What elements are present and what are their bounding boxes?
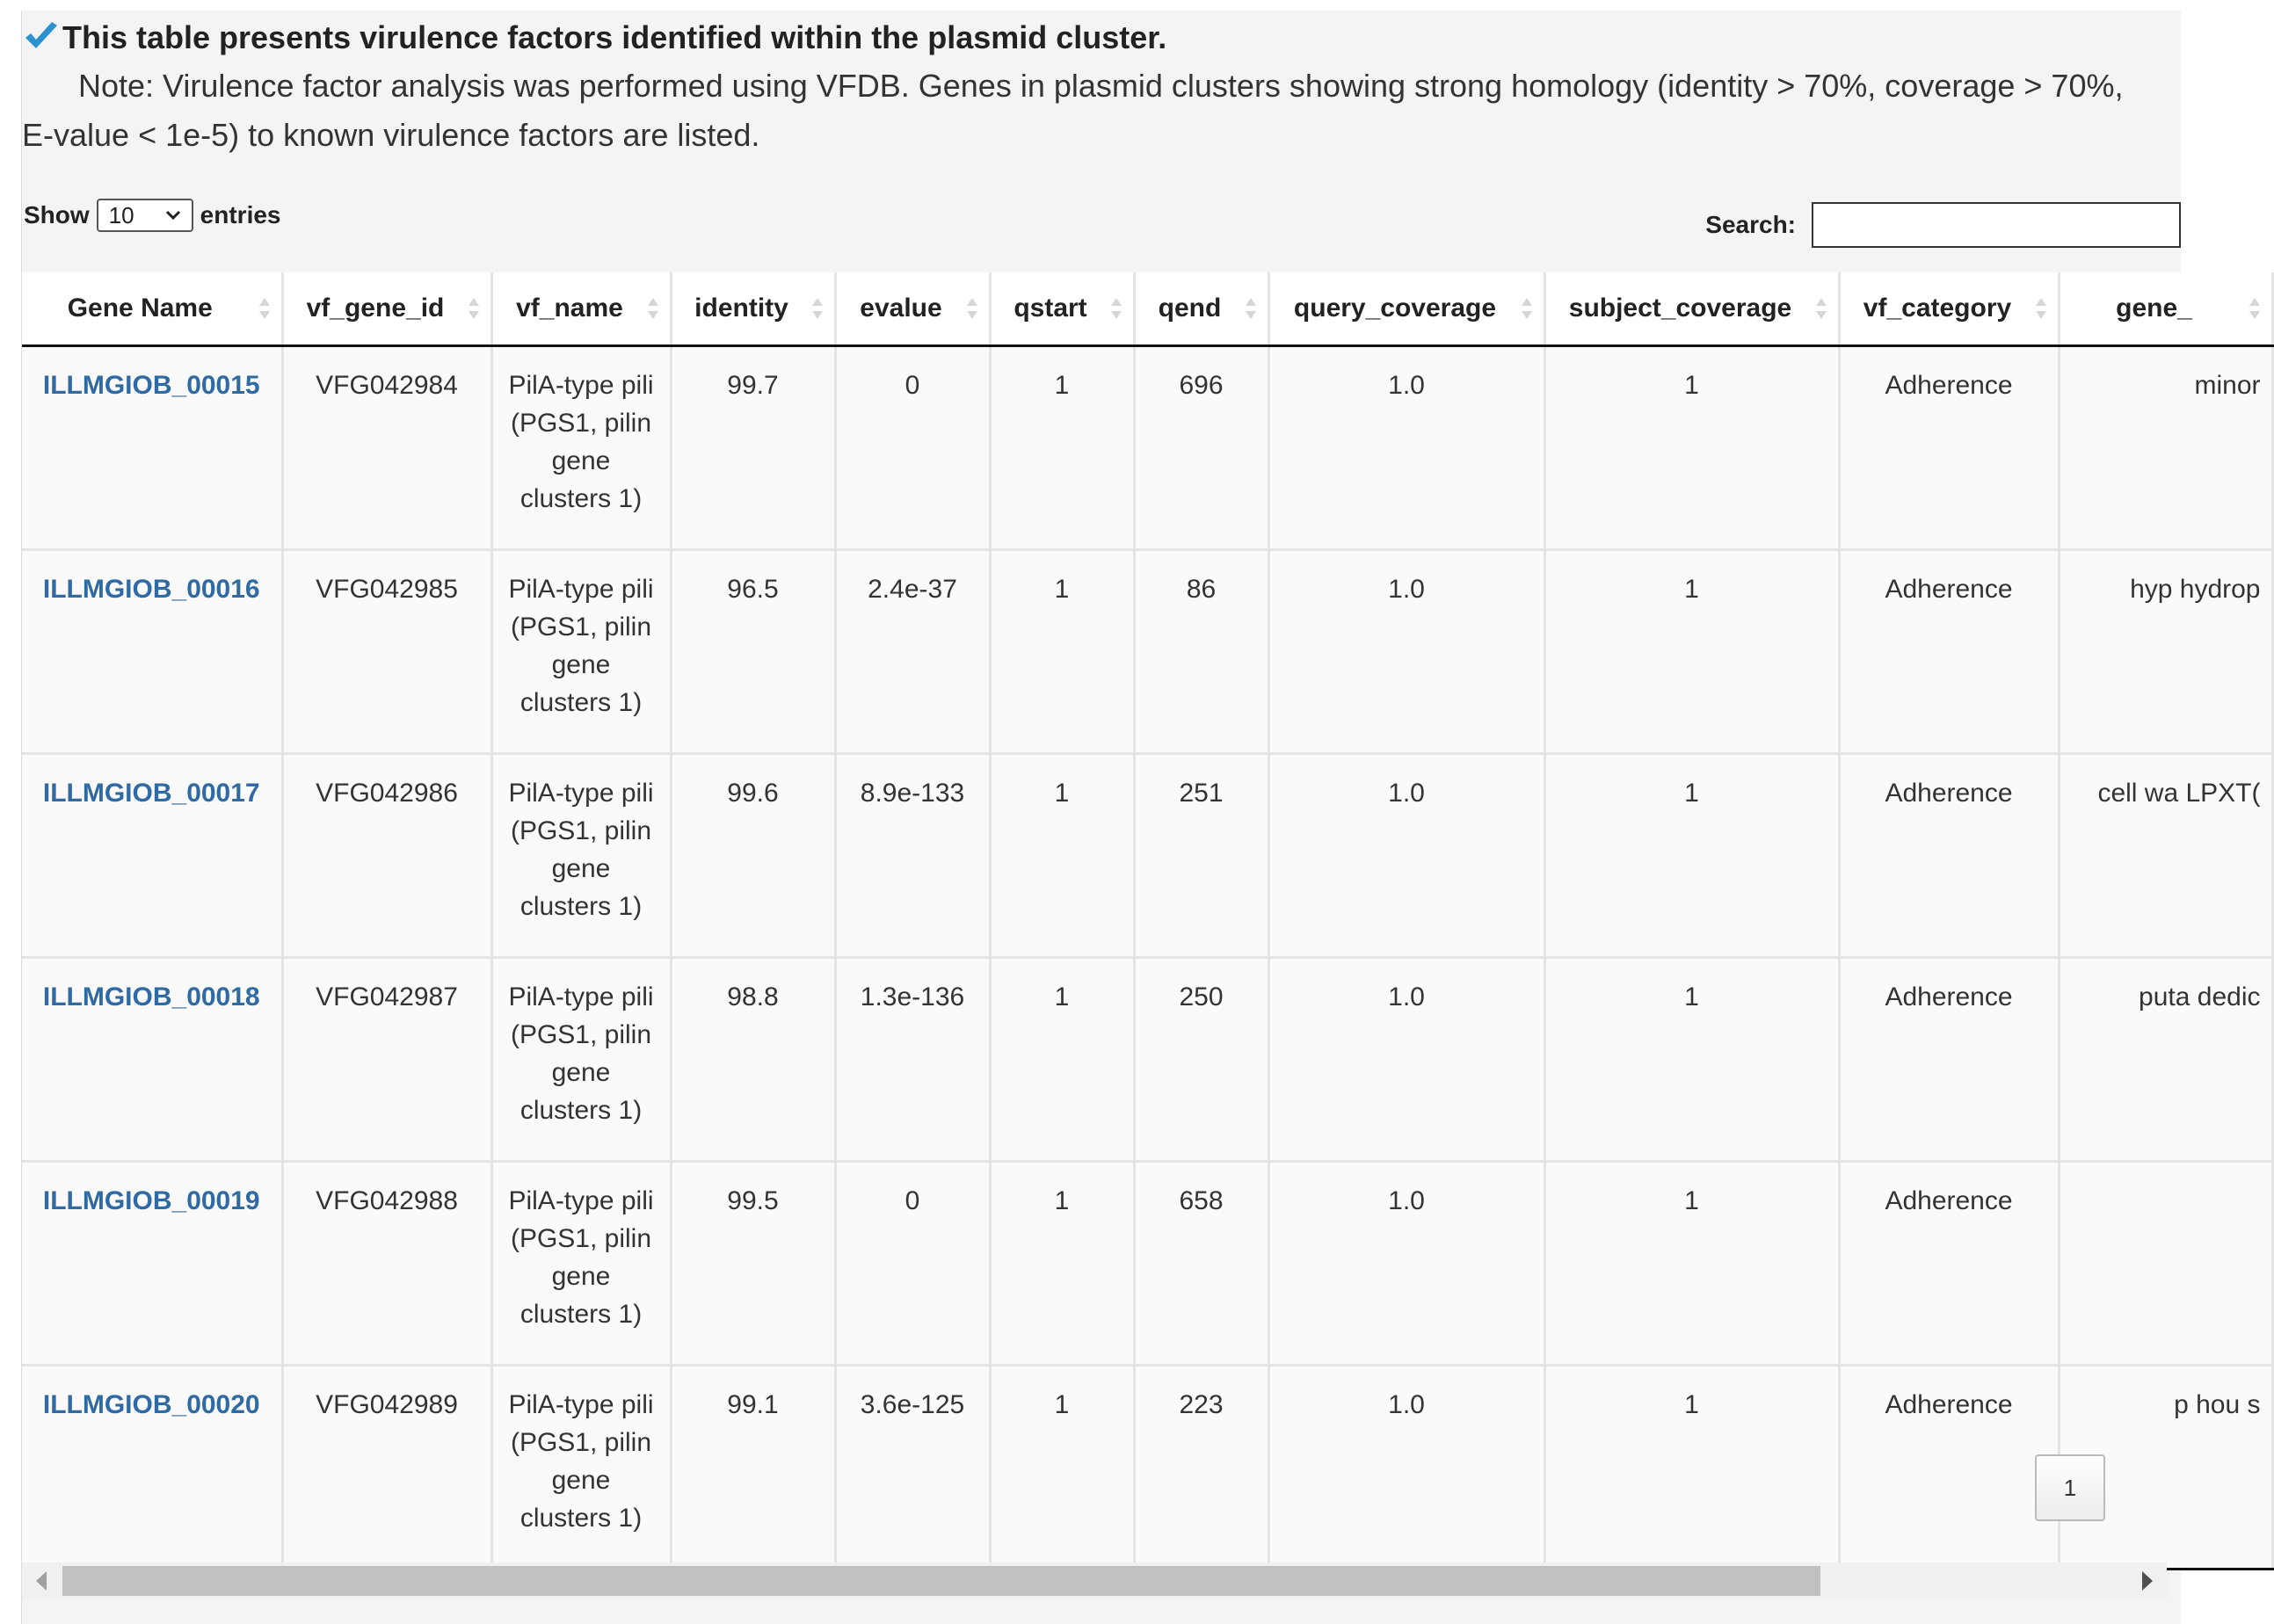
cell-vf-name: PilA-type pili (PGS1, pilin gene clusters 1) bbox=[491, 1162, 671, 1366]
column-header-label: gene_ bbox=[2116, 294, 2192, 323]
table-viewport bbox=[22, 272, 2261, 1533]
cell-qstart: 1 bbox=[990, 346, 1134, 550]
cell-gene-desc: puta dedic bbox=[2059, 958, 2272, 1162]
column-header-label: Gene Name bbox=[67, 294, 213, 323]
cell-identity: 98.8 bbox=[671, 958, 835, 1162]
cell-gene[interactable]: ILLMGIOB_00019 bbox=[22, 1162, 282, 1366]
cell-subject-coverage: 1 bbox=[1544, 1162, 1839, 1366]
cell-query-coverage: 1.0 bbox=[1268, 1162, 1544, 1366]
cell-identity: 96.5 bbox=[671, 550, 835, 754]
column-header-query-coverage[interactable] bbox=[1268, 272, 1544, 346]
table-row bbox=[22, 958, 2272, 1162]
sort-arrows-icon bbox=[647, 295, 659, 322]
cell-vf-gene-id: VFG042988 bbox=[282, 1162, 491, 1366]
cell-gene[interactable]: ILLMGIOB_00017 bbox=[22, 754, 282, 958]
sort-arrows-icon bbox=[468, 295, 480, 322]
cell-vf-category: Adherence bbox=[1839, 346, 2059, 550]
column-header-label: evalue bbox=[860, 294, 942, 323]
scrollbar-thumb[interactable] bbox=[62, 1566, 1820, 1596]
cell-gene[interactable]: ILLMGIOB_00016 bbox=[22, 550, 282, 754]
cell-qend: 251 bbox=[1134, 754, 1268, 958]
cell-vf-category: Adherence bbox=[1839, 1366, 2059, 1570]
cell-vf-gene-id: VFG042985 bbox=[282, 550, 491, 754]
search-label: Search: bbox=[1705, 211, 1796, 238]
entries-label: entries bbox=[200, 201, 281, 228]
table-header-row bbox=[22, 272, 2272, 346]
table-row bbox=[22, 754, 2272, 958]
table-row bbox=[22, 1162, 2272, 1366]
cell-gene[interactable]: ILLMGIOB_00020 bbox=[22, 1366, 282, 1570]
column-header-subject-coverage[interactable] bbox=[1544, 272, 1839, 346]
table-row bbox=[22, 346, 2272, 550]
table-row bbox=[22, 550, 2272, 754]
column-header-vf-name[interactable] bbox=[491, 272, 671, 346]
sort-arrows-icon bbox=[2035, 295, 2047, 322]
cell-identity: 99.1 bbox=[671, 1366, 835, 1570]
cell-qend: 223 bbox=[1134, 1366, 1268, 1570]
column-header-gene-[interactable] bbox=[2059, 272, 2272, 346]
cell-qend: 658 bbox=[1134, 1162, 1268, 1366]
cell-identity: 99.5 bbox=[671, 1162, 835, 1366]
cell-gene[interactable]: ILLMGIOB_00015 bbox=[22, 346, 282, 550]
chevron-down-icon bbox=[165, 210, 181, 221]
cell-qend: 696 bbox=[1134, 346, 1268, 550]
column-header-label: subject_coverage bbox=[1568, 294, 1792, 323]
cell-gene-desc bbox=[2059, 1162, 2272, 1366]
cell-subject-coverage: 1 bbox=[1544, 754, 1839, 958]
cell-vf-category: Adherence bbox=[1839, 958, 2059, 1162]
column-header-label: vf_category bbox=[1863, 294, 2012, 323]
analysis-note: Note: Virulence factor analysis was performed using VFDB. Genes in plasmid clusters showing strong homology (identity > 70%, coverage > 70%, E-value < 1e-5) to known virulence factors are listed. bbox=[22, 68, 2124, 153]
cell-vf-name: PilA-type pili (PGS1, pilin gene clusters 1) bbox=[491, 346, 671, 550]
cell-evalue: 8.9e-133 bbox=[835, 754, 990, 958]
table-heading bbox=[24, 19, 1166, 56]
cell-query-coverage: 1.0 bbox=[1268, 550, 1544, 754]
column-header-vf-gene-id[interactable] bbox=[282, 272, 491, 346]
entries-select[interactable] bbox=[97, 199, 193, 232]
cell-qstart: 1 bbox=[990, 1162, 1134, 1366]
cell-evalue: 0 bbox=[835, 346, 990, 550]
cell-subject-coverage: 1 bbox=[1544, 958, 1839, 1162]
column-header-gene-name[interactable] bbox=[22, 272, 282, 346]
sort-arrows-icon bbox=[966, 295, 978, 322]
cell-subject-coverage: 1 bbox=[1544, 550, 1839, 754]
cell-vf-name: PilA-type pili (PGS1, pilin gene clusters 1) bbox=[491, 1366, 671, 1570]
cell-evalue: 3.6e-125 bbox=[835, 1366, 990, 1570]
cell-vf-category: Adherence bbox=[1839, 550, 2059, 754]
cell-vf-name: PilA-type pili (PGS1, pilin gene clusters 1) bbox=[491, 550, 671, 754]
sort-arrows-icon bbox=[1245, 295, 1257, 322]
search-input[interactable] bbox=[1812, 202, 2181, 248]
table-heading-text: This table presents virulence factors identified within the plasmid cluster. bbox=[62, 19, 1167, 55]
cell-vf-gene-id: VFG042987 bbox=[282, 958, 491, 1162]
show-label: Show bbox=[24, 201, 90, 228]
virulence-table bbox=[22, 272, 2274, 1570]
sort-arrows-icon bbox=[2249, 295, 2261, 322]
cell-vf-category: Adherence bbox=[1839, 1162, 2059, 1366]
length-control bbox=[24, 199, 281, 232]
cell-vf-gene-id: VFG042984 bbox=[282, 346, 491, 550]
column-header-evalue[interactable] bbox=[835, 272, 990, 346]
cell-qstart: 1 bbox=[990, 1366, 1134, 1570]
cell-vf-gene-id: VFG042989 bbox=[282, 1366, 491, 1570]
column-header-label: query_coverage bbox=[1293, 294, 1497, 323]
cell-query-coverage: 1.0 bbox=[1268, 1366, 1544, 1570]
cell-identity: 99.7 bbox=[671, 346, 835, 550]
cell-gene-desc: minor bbox=[2059, 346, 2272, 550]
cell-subject-coverage: 1 bbox=[1544, 1366, 1839, 1570]
column-header-label: qend bbox=[1158, 294, 1222, 323]
sort-arrows-icon bbox=[1110, 295, 1122, 322]
cell-query-coverage: 1.0 bbox=[1268, 754, 1544, 958]
search-control bbox=[1705, 202, 2181, 248]
sort-arrows-icon bbox=[1815, 295, 1827, 322]
column-header-qstart[interactable] bbox=[990, 272, 1134, 346]
cell-qstart: 1 bbox=[990, 754, 1134, 958]
cell-query-coverage: 1.0 bbox=[1268, 958, 1544, 1162]
cell-vf-name: PilA-type pili (PGS1, pilin gene clusters 1) bbox=[491, 958, 671, 1162]
cell-qend: 86 bbox=[1134, 550, 1268, 754]
column-header-label: vf_gene_id bbox=[306, 294, 445, 323]
column-header-identity[interactable] bbox=[671, 272, 835, 346]
cell-gene-desc: hyp hydrop bbox=[2059, 550, 2272, 754]
column-header-vf-category[interactable] bbox=[1839, 272, 2059, 346]
sort-arrows-icon bbox=[1521, 295, 1533, 322]
virulence-panel bbox=[21, 11, 2261, 1624]
table-row bbox=[22, 1366, 2272, 1570]
cell-evalue: 1.3e-136 bbox=[835, 958, 990, 1162]
cell-vf-name: PilA-type pili (PGS1, pilin gene clusters 1) bbox=[491, 754, 671, 958]
scroll-left-icon[interactable] bbox=[36, 1571, 47, 1591]
entries-select-value: 10 bbox=[108, 201, 134, 228]
cell-qstart: 1 bbox=[990, 550, 1134, 754]
cell-gene-desc: cell wa LPXT( bbox=[2059, 754, 2272, 958]
cell-identity: 99.6 bbox=[671, 754, 835, 958]
cell-gene[interactable]: ILLMGIOB_00018 bbox=[22, 958, 282, 1162]
cell-qstart: 1 bbox=[990, 958, 1134, 1162]
cell-gene-desc: p hou s bbox=[2059, 1366, 2272, 1570]
horizontal-scrollbar[interactable] bbox=[22, 1562, 2167, 1599]
cell-evalue: 0 bbox=[835, 1162, 990, 1366]
sort-arrows-icon bbox=[811, 295, 824, 322]
sort-arrows-icon bbox=[258, 295, 271, 322]
page-button-1[interactable]: 1 bbox=[2035, 1454, 2105, 1521]
column-header-label: vf_name bbox=[516, 294, 623, 323]
cell-vf-gene-id: VFG042986 bbox=[282, 754, 491, 958]
cell-vf-category: Adherence bbox=[1839, 754, 2059, 958]
cell-subject-coverage: 1 bbox=[1544, 346, 1839, 550]
column-header-qend[interactable] bbox=[1134, 272, 1268, 346]
cell-query-coverage: 1.0 bbox=[1268, 346, 1544, 550]
cell-evalue: 2.4e-37 bbox=[835, 550, 990, 754]
column-header-label: qstart bbox=[1013, 294, 1087, 323]
cell-qend: 250 bbox=[1134, 958, 1268, 1162]
checkmark-icon bbox=[24, 22, 59, 52]
scroll-right-icon[interactable] bbox=[2142, 1571, 2153, 1591]
column-header-label: identity bbox=[694, 294, 788, 323]
